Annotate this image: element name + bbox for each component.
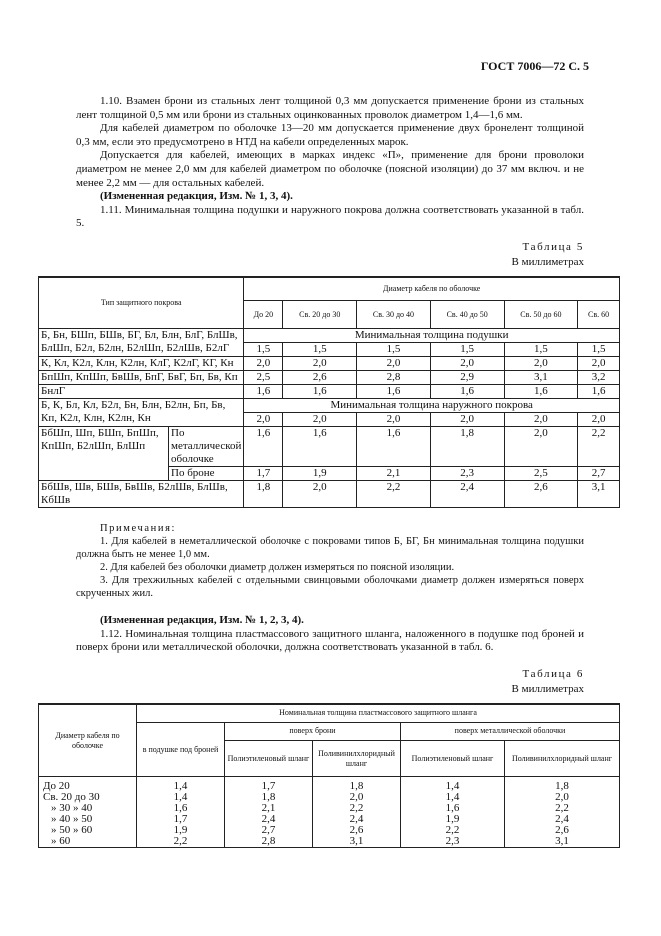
table6-unit: В миллиметрах: [511, 682, 584, 695]
table-cell: 1,7: [137, 814, 225, 825]
t5-col-4: Св. 50 до 60: [504, 301, 578, 329]
table-cell: 2,2: [357, 481, 431, 508]
paragraph-1-12: 1.12. Номинальная толщина пластмассового защитного шланга, наложенного в подушке под броней и поверх брони или металлической оболочки, должна соответствовать указанной в табл. 6.: [76, 627, 584, 654]
table-cell: 1,4: [137, 777, 225, 793]
row-label: Св. 20 до 30: [39, 792, 137, 803]
body-text: [41, 95, 613, 848]
table-cell: 1,6: [283, 385, 357, 399]
paragraph-1-10-c: Допускается для кабелей, имеющих в марках индекс «П», применение для брони проволоки диаметром не менее 2,0 мм для кабелей диаметром по оболочке (поясной изоляции) до 37 мм включ. и не менее 2,2 мм — для остальных кабелей.: [76, 149, 584, 189]
paragraph-1-10: 1.10. Взамен брони из стальных лент толщиной 0,3 мм допускается применение брони из стальных лент толщиной 0,5 мм или брони из стальных оцинкованных проволок диаметром 1,4—1,6 мм.: [76, 95, 584, 121]
t6-head-pe-2: Полиэтиленовый шланг: [401, 741, 505, 777]
table-cell: 2,8: [225, 836, 313, 848]
table-row: [39, 427, 620, 467]
table-cell: 1,5: [283, 343, 357, 357]
table-cell: 2,9: [430, 371, 504, 385]
t6-head-pvc-1: Поливинилхлоридный шланг: [313, 741, 401, 777]
table-cell: 1,5: [430, 343, 504, 357]
table-cell: 2,0: [357, 413, 431, 427]
table-cell: 2,4: [225, 814, 313, 825]
table-cell: 2,1: [357, 467, 431, 481]
table-cell: 2,0: [505, 792, 620, 803]
table-cell: 1,7: [225, 777, 313, 793]
table-cell: 1,6: [504, 385, 578, 399]
table-cell: 3,1: [313, 836, 401, 848]
t6-head-pvc-2: Поливинилхлоридный шланг: [505, 741, 620, 777]
t5-col-5: Св. 60: [578, 301, 620, 329]
note-3: 3. Для трехжильных кабелей с отдельными свинцовыми оболочками диаметр должен измеряться поверх скрученных жил.: [76, 575, 584, 600]
table-cell: 3,1: [505, 836, 620, 848]
table-cell: 1,6: [283, 427, 357, 467]
t6-head-armor: поверх брони: [225, 723, 401, 741]
paragraph-1-10-b: Для кабелей диаметром по оболочке 13—20 мм допускается применение двух бронелент толщиной 0,3 мм, если это предусмотрено в НТД на кабели определенных марок.: [76, 122, 584, 148]
row-sublabel: По броне: [169, 467, 244, 481]
revision-note-1: (Измененная редакция, Изм. № 1, 3, 4).: [100, 190, 293, 203]
t5-head-type: Тип защитного покрова: [39, 277, 244, 329]
table5-caption: Таблица 5: [522, 240, 584, 253]
row-label: » 40 » 50: [39, 814, 137, 825]
table-cell: 1,6: [137, 803, 225, 814]
t5-head-diam: Диаметр кабеля по оболочке: [244, 277, 620, 301]
table-cell: 2,3: [430, 467, 504, 481]
table-cell: 2,3: [401, 836, 505, 848]
table-cell: 1,9: [283, 467, 357, 481]
t5-section-cushion: Минимальная толщина подушки: [244, 329, 620, 343]
table-cell: 1,5: [244, 343, 283, 357]
t6-head-metal: поверх металлической оболочки: [401, 723, 620, 741]
table-row: [39, 371, 620, 385]
table-cell: 2,5: [244, 371, 283, 385]
row-label: БбШв, Шв, БШв, БвШв, Б2лШв, БлШв, КбШв: [39, 481, 244, 508]
page-header: ГОСТ 7006—72 С. 5: [480, 59, 589, 73]
table-cell: 2,0: [430, 357, 504, 371]
table-cell: 2,0: [578, 357, 620, 371]
table-cell: 2,0: [244, 413, 283, 427]
table-cell: 1,5: [357, 343, 431, 357]
table-cell: 2,0: [578, 413, 620, 427]
table-cell: 1,8: [430, 427, 504, 467]
table-row: [39, 803, 620, 814]
table-cell: 1,6: [401, 803, 505, 814]
row-sublabel: По металлической оболочке: [169, 427, 244, 467]
t5-section-outer: Минимальная толщина наружного покрова: [244, 399, 620, 413]
table-cell: 2,8: [357, 371, 431, 385]
table-cell: 1,6: [357, 385, 431, 399]
row-label: БпШп, КпШп, БвШв, БпГ, БвГ, Бп, Бв, Кп: [39, 371, 244, 385]
table-cell: 1,4: [137, 792, 225, 803]
table-cell: 2,0: [504, 357, 578, 371]
row-label: БбШп, Шп, БШп, БпШп, КпШп, Б2лШп, БлШп: [39, 427, 169, 481]
table-row: [39, 777, 620, 793]
table-cell: 2,0: [357, 357, 431, 371]
table-row: Б, Бн, БШп, БШв, БГ, Бл, Блн, БлГ, БлШв, БлШп, Б2л, Б2лн, Б2лШп, Б2лШв, Б2лГ: [39, 329, 244, 357]
table-cell: 2,2: [401, 825, 505, 836]
t5-col-0: До 20: [244, 301, 283, 329]
table-6: [38, 703, 620, 848]
table-row: [39, 357, 620, 371]
table-cell: 1,8: [244, 481, 283, 508]
t5-col-2: Св. 30 до 40: [357, 301, 431, 329]
table-cell: 2,6: [283, 371, 357, 385]
t6-head-diam: Диаметр кабеля по оболочке: [39, 704, 137, 777]
revision-note-2: (Измененная редакция, Изм. № 1, 2, 3, 4).: [100, 614, 304, 627]
table-cell: 1,9: [401, 814, 505, 825]
note-2: 2. Для кабелей без оболочки диаметр должен измеряться по поясной изоляции.: [100, 562, 455, 574]
table-cell: 1,6: [244, 427, 283, 467]
table-cell: 2,0: [244, 357, 283, 371]
table-5: [38, 276, 620, 508]
table-cell: 2,2: [578, 427, 620, 467]
t5-col-3: Св. 40 до 50: [430, 301, 504, 329]
table-cell: 3,1: [578, 481, 620, 508]
table-row: [39, 481, 620, 508]
notes: [76, 522, 584, 600]
t5-col-1: Св. 20 до 30: [283, 301, 357, 329]
table-cell: 2,6: [504, 481, 578, 508]
row-label: » 30 » 40: [39, 803, 137, 814]
table-cell: 2,6: [313, 825, 401, 836]
table-cell: 1,4: [401, 792, 505, 803]
table-cell: 2,6: [505, 825, 620, 836]
table-cell: 1,7: [244, 467, 283, 481]
table-row: [39, 836, 620, 848]
table-cell: 2,0: [504, 413, 578, 427]
row-label: » 50 » 60: [39, 825, 137, 836]
table-cell: 1,6: [244, 385, 283, 399]
table-cell: 2,5: [504, 467, 578, 481]
table-cell: 3,1: [504, 371, 578, 385]
table-cell: 1,5: [578, 343, 620, 357]
table-cell: 2,4: [505, 814, 620, 825]
table-cell: 2,2: [313, 803, 401, 814]
row-label: БнлГ: [39, 385, 244, 399]
table-cell: 2,1: [225, 803, 313, 814]
table-cell: 2,0: [504, 427, 578, 467]
table-cell: 2,2: [505, 803, 620, 814]
table-row: [39, 814, 620, 825]
table-row: [39, 792, 620, 803]
note-1: 1. Для кабелей в неметаллической оболочке с покровами типов Б, БГ, Бн минимальная толщина подушки должна быть не менее 1,0 мм.: [76, 536, 584, 561]
table-cell: 2,2: [137, 836, 225, 848]
table-cell: 2,0: [430, 413, 504, 427]
row-label: К, Кл, К2л, Клн, К2лн, КлГ, К2лГ, КГ, Кн: [39, 357, 244, 371]
table-cell: 2,0: [313, 792, 401, 803]
notes-title: Примечания:: [100, 523, 177, 535]
row-label: До 20: [39, 777, 137, 793]
table-cell: 1,6: [578, 385, 620, 399]
table-cell: 1,4: [401, 777, 505, 793]
table-cell: 1,6: [357, 427, 431, 467]
table-row: Б, К, Бл, Кл, Б2л, Бн, Блн, Б2лн, Бп, Бв, Кп, К2л, Клн, К2лн, Кн: [39, 399, 244, 427]
table-cell: 1,6: [430, 385, 504, 399]
table-row: [39, 385, 620, 399]
table-cell: 2,0: [283, 413, 357, 427]
table-cell: 2,4: [430, 481, 504, 508]
table-cell: 2,4: [313, 814, 401, 825]
table-cell: 2,0: [283, 481, 357, 508]
table-cell: 1,8: [313, 777, 401, 793]
table-cell: 1,9: [137, 825, 225, 836]
table-cell: 2,0: [283, 357, 357, 371]
t6-head-pod: в подушке под броней: [137, 723, 225, 777]
table-cell: 3,2: [578, 371, 620, 385]
table-cell: 2,7: [225, 825, 313, 836]
row-label: » 60: [39, 836, 137, 848]
table-row: [39, 825, 620, 836]
table5-unit: В миллиметрах: [511, 255, 584, 268]
table-cell: 1,8: [505, 777, 620, 793]
table-cell: 1,5: [504, 343, 578, 357]
paragraph-1-11: 1.11. Минимальная толщина подушки и наружного покрова должна соответствовать указанной в табл. 5.: [76, 203, 584, 230]
t6-head-pe-1: Полиэтиленовый шланг: [225, 741, 313, 777]
t6-head-nom: Номинальная толщина пластмассового защитного шланга: [137, 704, 620, 723]
table6-caption: Таблица 6: [522, 667, 584, 680]
table-cell: 2,7: [578, 467, 620, 481]
table-cell: 1,8: [225, 792, 313, 803]
